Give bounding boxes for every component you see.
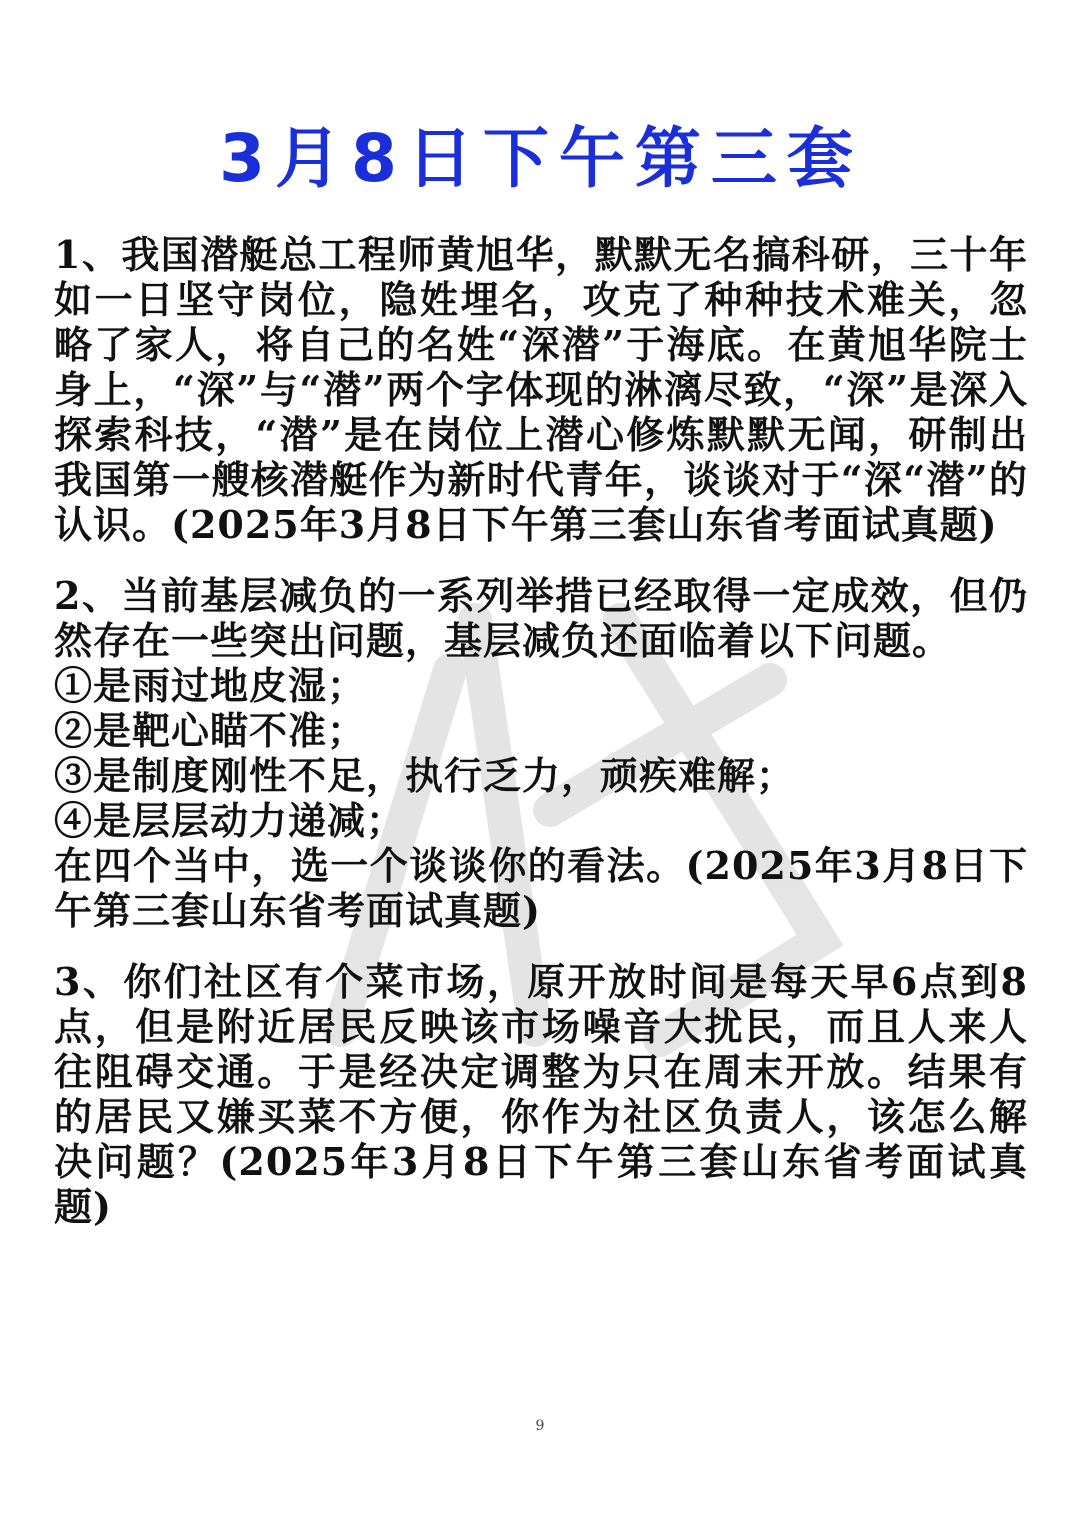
option-item: ③是制度刚性不足，执行乏力，顽疾难解； [54,753,796,798]
question-text: 3、你们社区有个菜市场，原开放时间是每天早6点到8点，但是附近居民反映该市场噪音大扰民，而且人来人往阻碍交通。于是经决定调整为只在周末开放。结果有的居民又嫌买菜不方便，你作为社区负责人，该怎么解决问题？(2025年3月8日下午第三套山东省考面试真题) [54,959,1028,1229]
option-item: ①是雨过地皮湿； [54,663,367,708]
option-item: ②是靶心瞄不准； [54,708,367,753]
question-text: 2、当前基层减负的一系列举措已经取得一定成效，但仍然存在一些突出问题，基层减负还面临着以下问题。 [54,573,1028,663]
question-item [54,573,1028,933]
question-list [54,232,1028,1229]
option-list [54,663,1028,843]
option-item: ④是层层动力递减； [54,798,406,843]
question-item [54,959,1028,1229]
page-number: 9 [535,1418,545,1434]
question-closing: 在四个当中，选一个谈谈你的看法。(2025年3月8日下午第三套山东省考面试真题) [54,843,1028,933]
question-text: 1、我国潜艇总工程师黄旭华，默默无名搞科研，三十年如一日坚守岗位，隐姓埋名，攻克了种种技术难关，忽略了家人，将自己的名姓“深潜”于海底。在黄旭华院士身上，“深”与“潜”两个字体现的淋漓尽致，“深”是深入探索科技，“潜”是在岗位上潜心修炼默默无闻，研制出我国第一艘核潜艇作为新时代青年，谈谈对于“深“潜”的认识。(2025年3月8日下午第三套山东省考面试真题) [54,232,1028,547]
question-item [54,232,1028,547]
page-title: 3月8日下午第三套 [219,120,863,197]
